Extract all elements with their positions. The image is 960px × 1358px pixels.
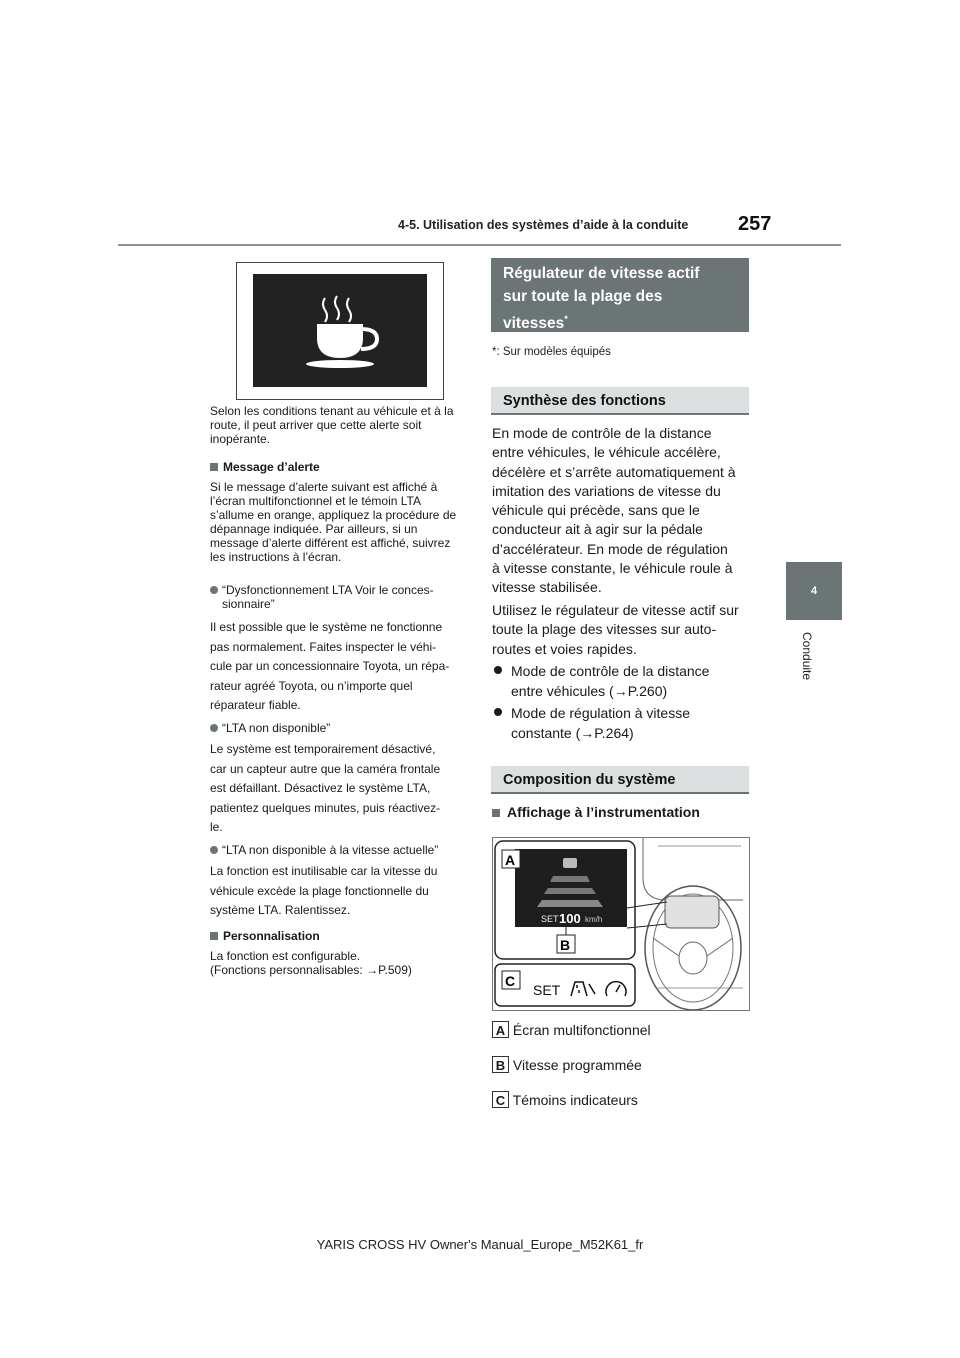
bullet-distance-control <box>492 662 750 701</box>
alert-intro: Selon les conditions tenant au véhicule et à la route, il peut arriver que cette alerte soit inopérante. <box>210 404 454 446</box>
legend-key: C <box>492 1091 509 1108</box>
legend-key: A <box>492 1021 509 1038</box>
text-line: La fonction est configurable. <box>210 949 361 963</box>
affichage-heading <box>492 803 750 823</box>
text-line: pas normalement. Faites inspecter le véhi- <box>210 639 437 654</box>
square-bullet-icon <box>210 463 218 471</box>
text-line: routes et voies rapides. <box>492 640 637 657</box>
set-prefix: SET <box>541 914 559 924</box>
message-heading <box>210 460 466 474</box>
item-1-title <box>210 583 466 611</box>
legend-text: Écran multifonctionnel <box>512 1022 651 1038</box>
distance-control-link[interactable]: entre véhicules (→P.260) <box>511 682 668 699</box>
text-line: conducteur ait à agir sur la pédale <box>492 521 703 538</box>
affichage-heading-text: Affichage à l’instrumentation <box>507 804 700 820</box>
bullet-constant-speed <box>492 704 750 743</box>
text-line: Mode de régulation à vitesse <box>511 705 690 721</box>
personnalisation-heading-text: Personnalisation <box>223 929 320 943</box>
text-line: patientez quelques minutes, puis réactivez- <box>210 800 441 815</box>
personnalisation-heading <box>210 929 466 943</box>
item-3-body <box>210 862 466 921</box>
synthese-heading: Synthèse des fonctions <box>491 387 749 415</box>
text-line: véhicule qui précède, sans que le <box>492 502 700 519</box>
alert-image <box>236 262 444 400</box>
composition-heading: Composition du système <box>491 766 749 794</box>
item-1-title-cont: sionnaire” <box>222 597 275 611</box>
instrument-diagram <box>492 837 750 1011</box>
synthese-para-1 <box>492 424 750 598</box>
text-line: car un capteur autre que la caméra frontale <box>210 761 441 776</box>
text-line: La fonction est inutilisable car la vitesse du <box>210 864 438 878</box>
footer-manual-id: YARIS CROSS HV Owner's Manual_Europe_M52K61_fr <box>316 1237 644 1252</box>
alert-display <box>253 274 427 387</box>
message-heading-text: Message d’alerte <box>223 460 320 474</box>
text-line: vitesse stabilisée. <box>492 579 602 596</box>
chapter-tab <box>786 562 842 620</box>
square-bullet-icon <box>210 932 218 940</box>
equipped-note: *: Sur modèles équipés <box>492 346 611 358</box>
text-line: cule par un concessionnaire Toyota, un répa- <box>210 659 450 673</box>
legend-text: Témoins indicateurs <box>512 1092 638 1108</box>
item-2-title <box>210 721 466 735</box>
label-b: B <box>560 937 571 953</box>
text-line: est défaillant. Désactivez le système LTA, <box>210 781 431 795</box>
synthese-para-2 <box>492 601 750 659</box>
text-line: décélère et s’arrête automatiquement à <box>492 463 736 480</box>
page-number: 257 <box>738 213 772 235</box>
banner-line: sur toute la plage des <box>503 288 663 305</box>
section-title: 4-5. Utilisation des systèmes d’aide à la conduite <box>398 218 689 232</box>
item-2-body <box>210 740 466 838</box>
text-line: rateur agréé Toyota, ou n’importe quel <box>210 678 413 693</box>
text-line: imitation des variations de vitesse du <box>492 482 721 499</box>
text-line: Utilisez le régulateur de vitesse actif sur <box>492 602 739 618</box>
text-line: Mode de contrôle de la distance <box>511 663 710 679</box>
text-line: véhicule excède la plage fonctionnelle du <box>210 883 429 898</box>
set-indicator-text: SET <box>533 982 561 998</box>
message-text: Si le message d’alerte suivant est affiché à l’écran multifonctionnel et le témoin LTA s’allume en orange, appliquez la procédure de dépannage indiquée. Par ailleurs, si un message d’alerte différent est affiché, suivrez les instructions à l’écran. <box>210 480 457 564</box>
bullet-icon <box>494 708 502 716</box>
legend-text: Vitesse programmée <box>512 1057 642 1073</box>
constant-speed-link[interactable]: constante (→P.264) <box>511 724 634 741</box>
item-2-title-text: “LTA non disponible” <box>222 721 331 735</box>
text-line: réparateur fiable. <box>210 698 301 712</box>
custom-functions-link[interactable]: (Fonctions personnalisables: →P.509) <box>210 963 412 977</box>
chapter-label: Conduite <box>800 632 814 681</box>
section-banner <box>491 258 749 332</box>
chapter-number: 4 <box>810 585 818 597</box>
text-line: Il est possible que le système ne fonctionne <box>210 620 443 634</box>
item-1-title-text: “Dysfonctionnement LTA Voir le conces- <box>222 583 434 597</box>
text-line: à vitesse constante, le véhicule roule à <box>492 560 733 577</box>
square-bullet-icon <box>492 809 500 817</box>
banner-footnote-mark: * <box>564 314 568 324</box>
banner-line: vitesses <box>503 315 565 333</box>
set-speed-unit: km/h <box>585 915 603 924</box>
instrument-illustration <box>493 838 749 1010</box>
text-line: système LTA. Ralentissez. <box>210 903 351 917</box>
circle-bullet-icon <box>210 846 218 854</box>
circle-bullet-icon <box>210 586 218 594</box>
set-speed-value: 100 <box>559 911 581 926</box>
item-1-body <box>210 618 466 716</box>
item-3-title <box>210 843 466 857</box>
header-rule <box>118 244 841 246</box>
legend-a <box>492 1021 651 1039</box>
legend-key: B <box>492 1056 509 1073</box>
text-line: le. <box>210 820 223 834</box>
item-3-title-text: “LTA non disponible à la vitesse actuelle” <box>222 843 439 857</box>
banner-line: Régulateur de vitesse actif <box>503 265 700 282</box>
text-line: Le système est temporairement désactivé, <box>210 742 436 756</box>
text-line: entre véhicules, le véhicule accélère, <box>492 444 721 461</box>
coffee-cup-icon <box>253 274 427 387</box>
text-line: d’accélérateur. En mode de régulation <box>492 540 728 557</box>
circle-bullet-icon <box>210 724 218 732</box>
text-line: En mode de contrôle de la distance <box>492 425 712 441</box>
personnalisation-text <box>210 949 466 977</box>
label-a: A <box>505 852 516 868</box>
label-c: C <box>505 973 516 989</box>
legend-b <box>492 1056 642 1074</box>
bullet-icon <box>494 666 502 674</box>
text-line: toute la plage des vitesses sur auto- <box>492 621 717 638</box>
legend-c <box>492 1091 638 1109</box>
